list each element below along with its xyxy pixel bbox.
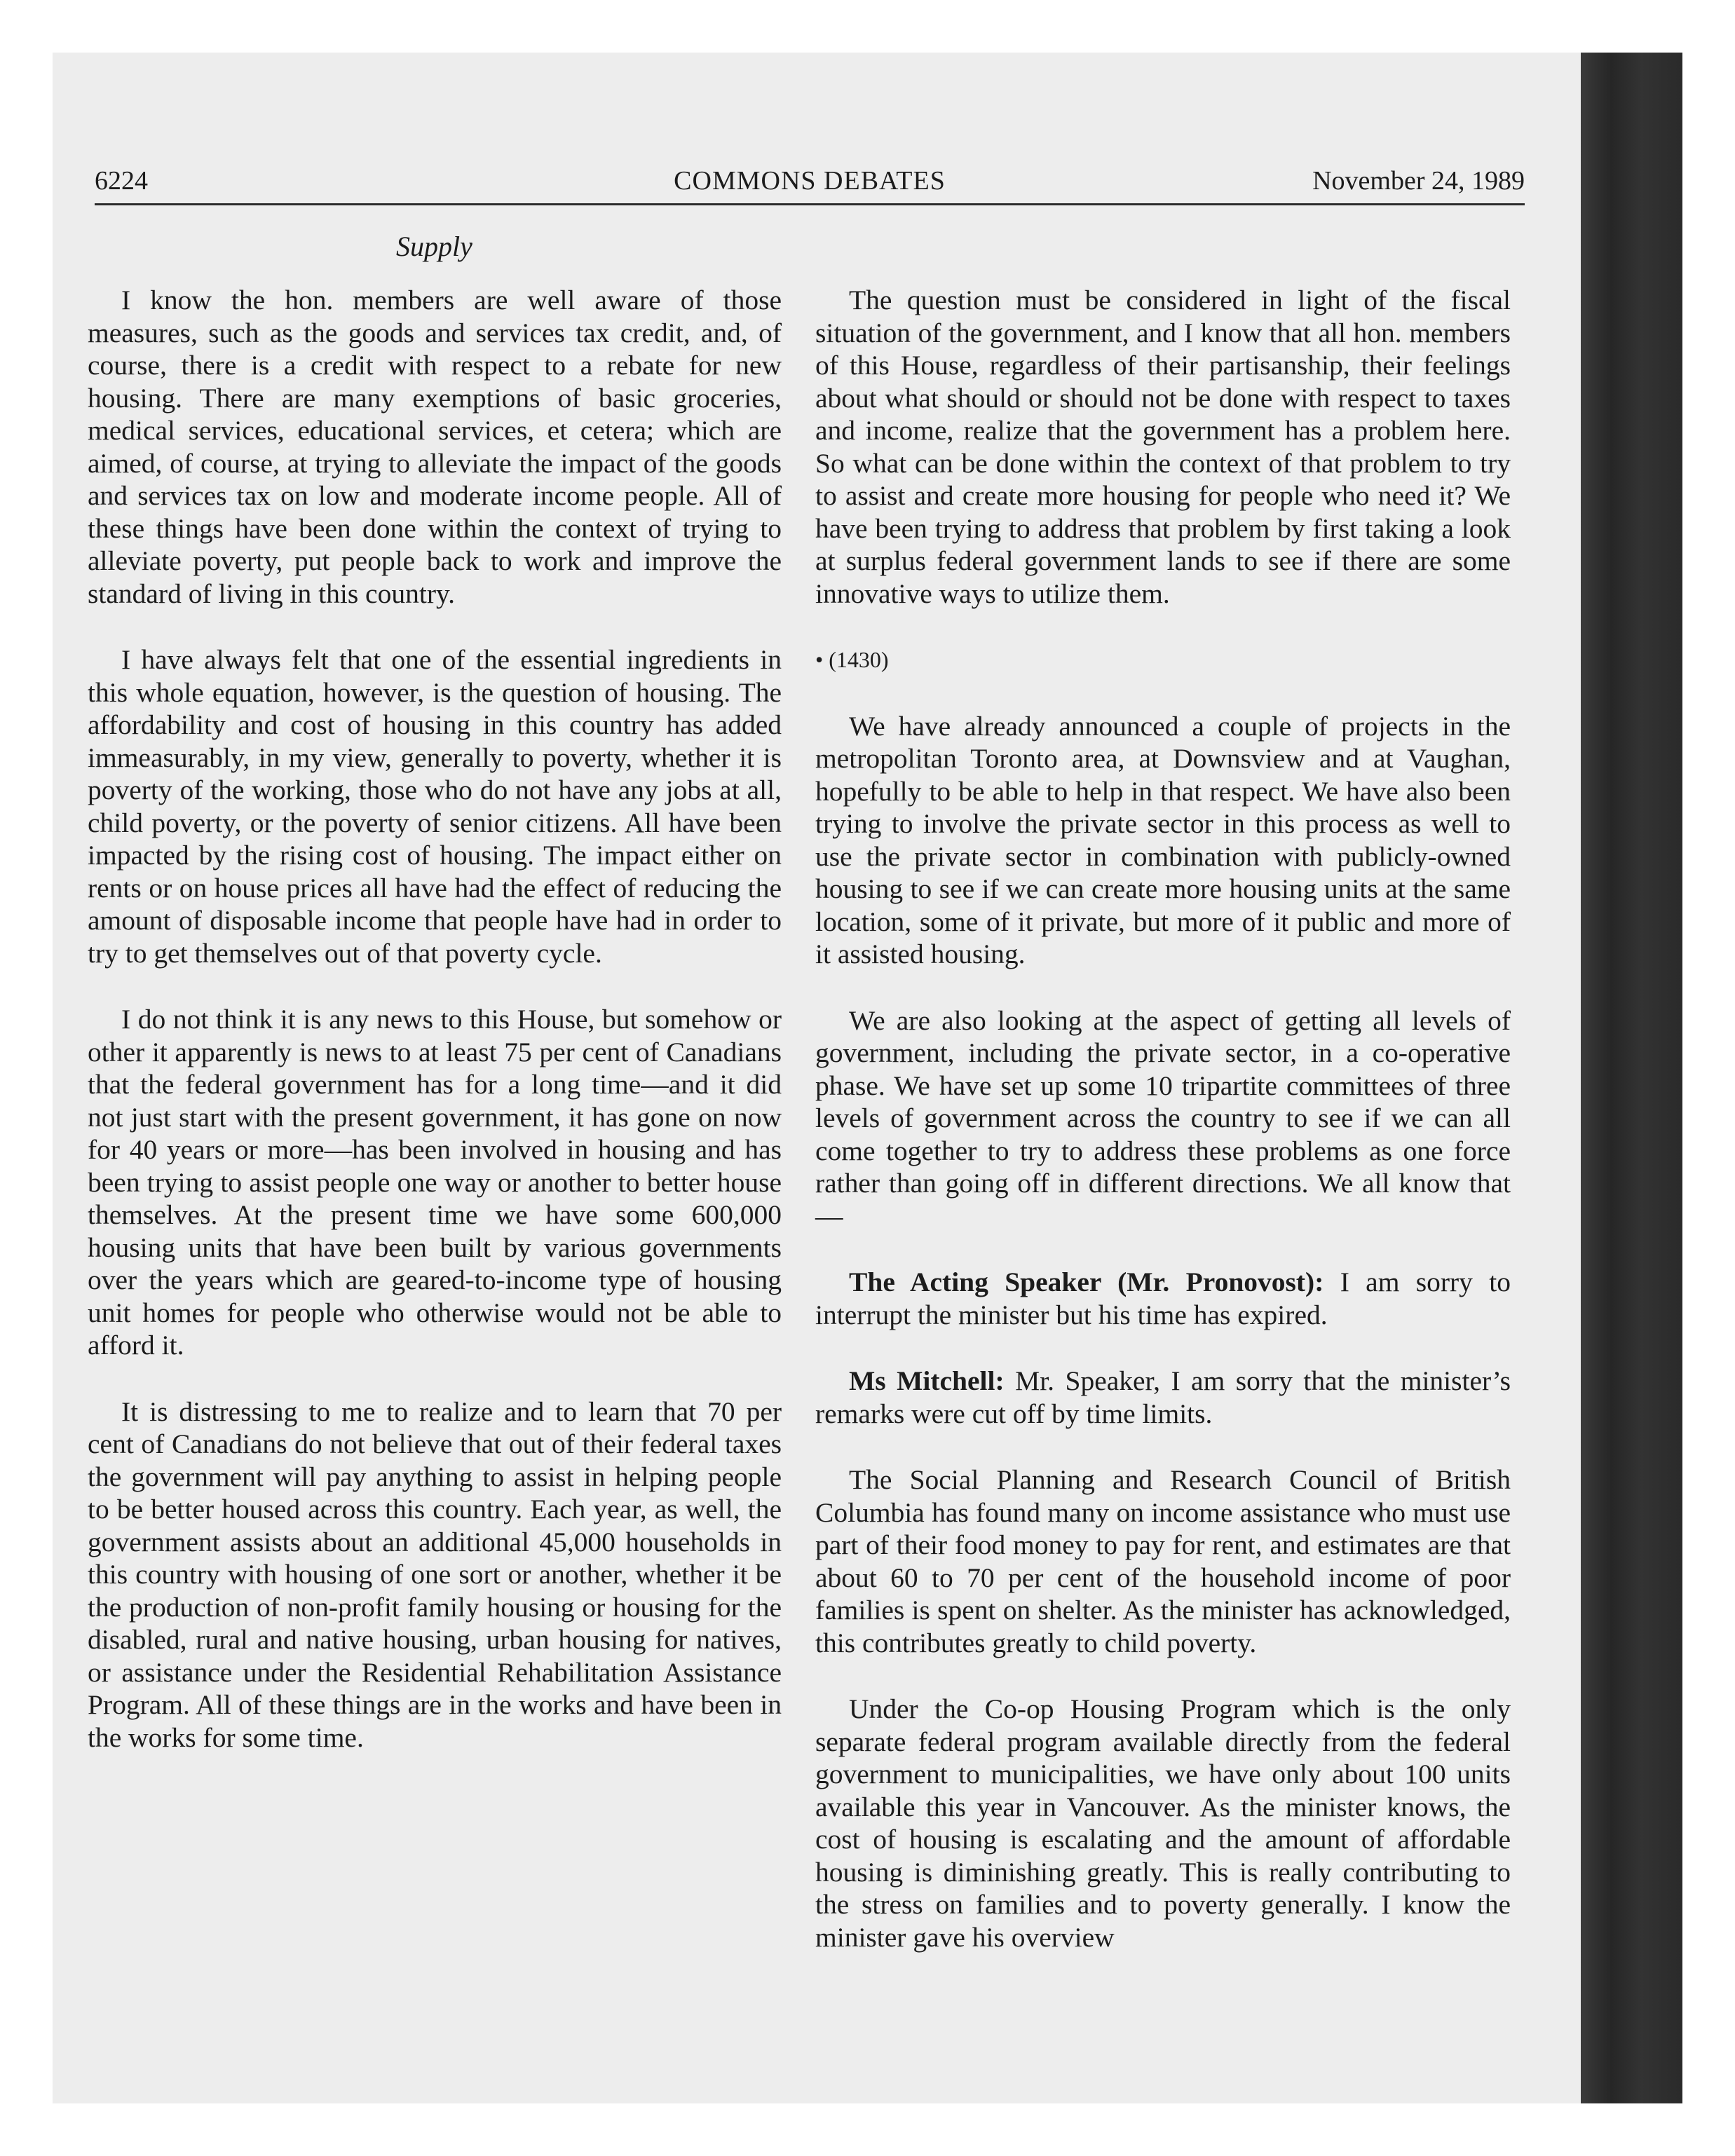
speaker-paragraph: [815, 1266, 1511, 1331]
paragraph: It is distressing to me to realize and to learn that 70 per cent of Canadians do not believe that out of their federal taxes the government will pay anything to assist in helping people to be better housed across this country. Each year, as well, the government assists about an additional 45,000 households in this country with housing of one sort or another, whether it be the production of non-profit family housing or housing for the disabled, rural and native housing, urban housing for natives, or assistance under the Residential Rehabilitation Assistance Program. All of these things are in the works and have been in the works for some time.: [88, 1396, 782, 1753]
speaker-text: Mr. Speaker, I am sorry that the minister’s remarks were cut off by time limits.: [815, 1365, 1511, 1429]
paragraph: We have already announced a couple of projects in the metropolitan Toronto area, at Downsview and at Vaughan, hopefully to be able to help in that respect. We have also been trying to involve the private sector in this process as well to use the private sector in combination with publicly-owned housing to see if we can create more housing units at the same location, some of it private, but more of it public and more of it assisted housing.: [815, 710, 1511, 969]
paragraph: We are also looking at the aspect of getting all levels of government, including the private sector, in a co-operative phase. We have set up some 10 tripartite committees of three levels of government across the country to see if we can all come together to try to address these problems as one force rather than going off in different directions. We all know that—: [815, 1004, 1511, 1231]
paragraph: I have always felt that one of the essential ingredients in this whole equation, however, is the question of housing. The affordability and cost of housing in this country has added immeasurably, in my view, generally to poverty, whether it is poverty of the working, those who do not have any jobs at all, child poverty, or the poverty of senior citizens. All have been impacted by the rising cost of housing. The impact either on rents or on house prices all have had the effect of reducing the amount of disposable income that people have had in order to try to get themselves out of that poverty cycle.: [88, 644, 782, 969]
publication-date: November 24, 1989: [1312, 166, 1525, 196]
paragraph: Under the Co-op Housing Program which is the only separate federal program available directly from the federal government to municipalities, we have only about 100 units available this year in Vancouver. As the minister knows, the cost of housing is escalating and the amount of affordable housing is diminishing greatly. This is really contributing to the stress on families and to poverty generally. I know the minister gave his overview: [815, 1693, 1511, 1953]
speaker-name: The Acting Speaker (Mr. Pronovost):: [849, 1267, 1324, 1297]
right-column: [815, 284, 1511, 1987]
page-number: 6224: [95, 166, 148, 196]
subject-heading: Supply: [396, 231, 472, 262]
paragraph: The question must be considered in light of the fiscal situation of the government, and I know that all hon. members of this House, regardless of their partisanship, their feelings about what should or should not be done with respect to taxes and income, realize that the government has a problem here. So what can be done within the context of that problem to try to assist and create more housing for people who need it? We have been trying to address that problem by first taking a look at surplus federal government lands to see if there are some innovative ways to utilize them.: [815, 285, 1511, 609]
paragraph: I know the hon. members are well aware of those measures, such as the goods and services tax credit, and, of course, there is a credit with respect to a rebate for new housing. There are many exemptions of basic groceries, medical services, educational services, et cetera; which are aimed, of course, at trying to alleviate the impact of the goods and services tax on low and moderate income people. All of these things have been done within the context of trying to alleviate poverty, put people back to work and improve the standard of living in this country.: [88, 285, 782, 609]
scan-edge: [1581, 53, 1682, 2103]
publication-title: COMMONS DEBATES: [674, 166, 946, 196]
speaker-paragraph: [815, 1365, 1511, 1430]
paragraph: The Social Planning and Research Council of British Columbia has found many on income assistance who must use part of their food money to pay for rent, and estimates are that about 60 to 70 per cent of the household income of poor families is spent on shelter. As the minister has acknowledged, this contributes greatly to child poverty.: [815, 1464, 1511, 1658]
speaker-text: I am sorry to interrupt the minister but his time has expired.: [815, 1267, 1511, 1330]
page-header: [95, 160, 1525, 205]
left-column: [88, 284, 782, 1787]
speaker-name: Ms Mitchell:: [849, 1365, 1005, 1396]
paragraph: I do not think it is any news to this House, but somehow or other it apparently is news to at least 75 per cent of Canadians that the federal government has for a long time—and it did not just start with the present government, it has gone on now for 40 years or more—has been involved in housing and has been trying to assist people one way or another to better house themselves. At the present time we have some 600,000 housing units that have been built by various governments over the years which are geared-to-income type of housing unit homes for people who otherwise would not be able to afford it.: [88, 1004, 782, 1360]
time-marker: • (1430): [815, 647, 889, 672]
